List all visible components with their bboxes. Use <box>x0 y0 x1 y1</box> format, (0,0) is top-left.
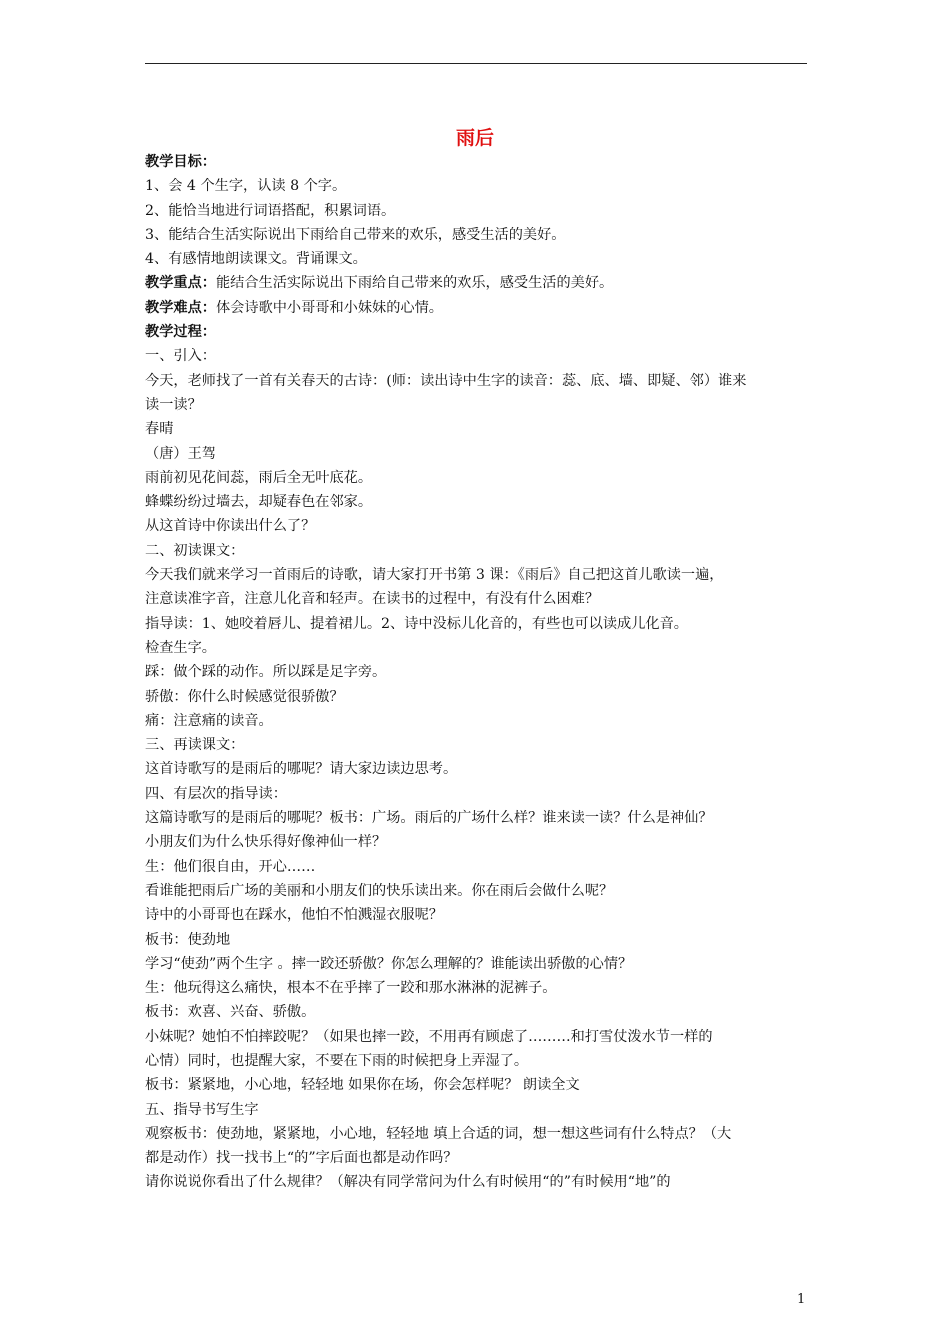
line-text: 蜂蝶纷纷过墙去，却疑春色在邻家。 <box>145 494 373 511</box>
line-text: 板书：欢喜、兴奋、骄傲。 <box>145 1004 316 1021</box>
text-line <box>145 903 807 927</box>
text-line <box>145 976 807 1000</box>
text-line <box>145 782 807 806</box>
text-line <box>145 636 807 660</box>
text-line <box>145 223 807 247</box>
text-line <box>145 247 807 271</box>
line-text: 痛：注意痛的读音。 <box>145 712 273 729</box>
text-line <box>145 271 807 295</box>
line-text: 今天，老师找了一首有关春天的古诗：(师：读出诗中生字的读音：蕊、底、墙、即疑、邻）谁来 <box>145 372 747 389</box>
line-text: 3、能结合生活实际说出下雨给自己带来的欢乐，感受生活的美好。 <box>145 226 566 243</box>
line-text: 能结合生活实际说出下雨给自己带来的欢乐，感受生活的美好。 <box>215 275 614 292</box>
text-line <box>145 344 807 368</box>
line-text: 春晴 <box>145 421 174 438</box>
text-line <box>145 514 807 538</box>
text-line <box>145 199 807 223</box>
text-line <box>145 417 807 441</box>
line-text: 请你说说你看出了什么规律？（解决有同学常问为什么有时候用“的”有时候用“地”的 <box>145 1174 671 1191</box>
text-line <box>145 1146 807 1170</box>
text-line <box>145 369 807 393</box>
line-text: 指导读：1、她咬着唇儿、提着裙儿。2、诗中没标儿化音的，有些也可以读成儿化音。 <box>145 615 688 632</box>
line-text: 四、有层次的指导读： <box>145 785 287 802</box>
line-text: 骄傲：你什么时候感觉很骄傲？ <box>145 688 344 705</box>
text-line <box>145 830 807 854</box>
text-line <box>145 1025 807 1049</box>
line-text: 从这首诗中你读出什么了？ <box>145 518 316 535</box>
line-text: 4、有感情地朗读课文。背诵课文。 <box>145 251 367 268</box>
line-text: 生：他们很自由，开心…… <box>145 858 316 875</box>
text-line <box>145 320 807 344</box>
line-text: 2、能恰当地进行词语搭配，积累词语。 <box>145 202 396 219</box>
text-line <box>145 928 807 952</box>
text-line <box>145 393 807 417</box>
text-line <box>145 1098 807 1122</box>
text-line <box>145 466 807 490</box>
line-text: 体会诗歌中小哥哥和小妹妹的心情。 <box>215 299 443 316</box>
text-line <box>145 1122 807 1146</box>
document-body <box>145 150 807 1195</box>
line-text: 1、会 4 个生字，认读 8 个字。 <box>145 178 347 195</box>
text-line <box>145 563 807 587</box>
text-line <box>145 587 807 611</box>
line-text: 生：他玩得这么痛快，根本不在乎摔了一跤和那水淋淋的泥裤子。 <box>145 980 557 997</box>
text-line <box>145 757 807 781</box>
text-line <box>145 1073 807 1097</box>
line-text: 板书：使劲地 <box>145 931 231 948</box>
line-label: 教学难点： <box>145 299 216 316</box>
text-line <box>145 952 807 976</box>
line-text: 这篇诗歌写的是雨后的哪呢？板书：广场。雨后的广场什么样？谁来读一读？什么是神仙？ <box>145 810 713 827</box>
line-text: 诗中的小哥哥也在踩水，他怕不怕溅湿衣服呢？ <box>145 907 443 924</box>
line-text: 今天我们就来学习一首雨后的诗歌，请大家打开书第 3 课：《雨后》自己把这首儿歌读一遍， <box>145 567 724 584</box>
text-line <box>145 174 807 198</box>
text-line <box>145 442 807 466</box>
text-line <box>145 733 807 757</box>
text-line <box>145 296 807 320</box>
text-line <box>145 612 807 636</box>
document-title: 雨后 <box>455 127 494 149</box>
line-text: 学习“使劲”两个生字 。摔一跤还骄傲？你怎么理解的？谁能读出骄傲的心情？ <box>145 955 633 972</box>
text-line <box>145 539 807 563</box>
line-text: 注意读准字音，注意儿化音和轻声。在读书的过程中，有没有什么困难？ <box>145 591 600 608</box>
text-line <box>145 1170 807 1194</box>
page-number: 1 <box>797 1292 806 1307</box>
text-line <box>145 150 807 174</box>
line-text: 观察板书：使劲地，紧紧地，小心地，轻轻地 填上合适的词，想一想这些词有什么特点？（大 <box>145 1125 732 1142</box>
line-label: 教学重点： <box>145 275 216 292</box>
line-text: （唐）王驾 <box>145 445 216 462</box>
text-line <box>145 855 807 879</box>
text-line <box>145 806 807 830</box>
line-text: 小妹呢？她怕不怕摔跤呢？（如果也摔一跤，不用再有顾虑了………和打雪仗泼水节一样的 <box>145 1028 713 1045</box>
line-text: 这首诗歌写的是雨后的哪呢？请大家边读边思考。 <box>145 761 458 778</box>
line-text: 踩：做个踩的动作。所以踩是足字旁。 <box>145 664 387 681</box>
line-text: 一、引入： <box>145 348 216 365</box>
text-line <box>145 685 807 709</box>
text-line <box>145 879 807 903</box>
line-text: 读一读？ <box>145 396 202 413</box>
line-text: 二、初读课文： <box>145 542 245 559</box>
line-text: 都是动作）找一找书上“的”字后面也都是动作吗？ <box>145 1150 458 1167</box>
line-text: 三、再读课文： <box>145 737 245 754</box>
line-text: 心情）同时，也提醒大家，不要在下雨的时候把身上弄湿了。 <box>145 1052 529 1069</box>
line-text: 五、指导书写生字 <box>145 1101 259 1118</box>
line-text: 板书：紧紧地，小心地，轻轻地 如果你在场，你会怎样呢？ 朗读全文 <box>145 1077 580 1094</box>
text-line <box>145 660 807 684</box>
text-line <box>145 490 807 514</box>
line-text: 雨前初见花间蕊，雨后全无叶底花。 <box>145 469 373 486</box>
text-line <box>145 1000 807 1024</box>
line-label: 教学过程： <box>145 324 216 341</box>
header-rule <box>145 63 807 64</box>
line-text: 看谁能把雨后广场的美丽和小朋友们的快乐读出来。你在雨后会做什么呢？ <box>145 882 614 899</box>
text-line <box>145 1049 807 1073</box>
line-text: 小朋友们为什么快乐得好像神仙一样？ <box>145 834 387 851</box>
line-label: 教学目标： <box>145 154 216 170</box>
text-line <box>145 709 807 733</box>
line-text: 检查生字。 <box>145 639 216 656</box>
